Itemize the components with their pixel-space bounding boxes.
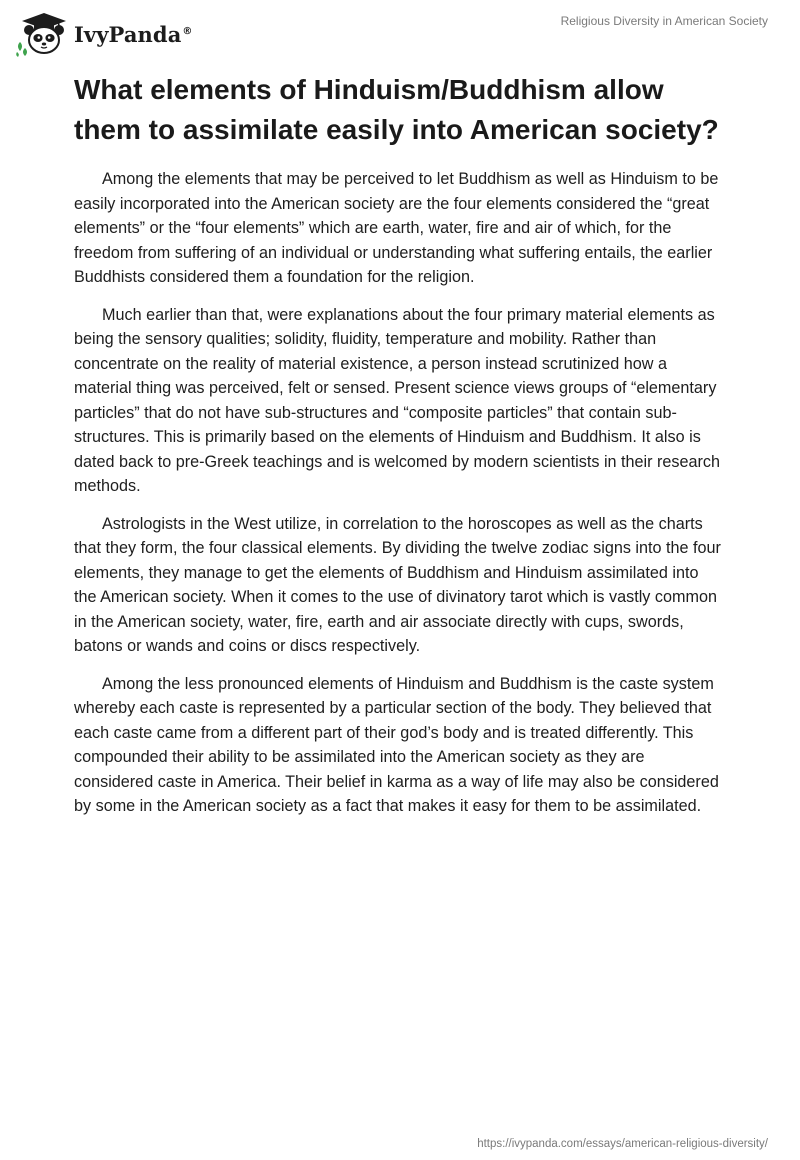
- document-title: Religious Diversity in American Society: [560, 14, 768, 28]
- source-url[interactable]: https://ivypanda.com/essays/american-religious-diversity/: [477, 1138, 768, 1150]
- brand-text: IvyPanda: [74, 21, 182, 47]
- panda-graduate-icon: [14, 8, 70, 58]
- ivypanda-logo[interactable]: [14, 8, 193, 58]
- registered-mark: ®: [182, 25, 193, 37]
- brand-name: [74, 22, 193, 47]
- article-heading: What elements of Hinduism/Buddhism allow them to assimilate easily into American society?: [74, 74, 719, 145]
- paragraph-4: Among the less pronounced elements of Hinduism and Buddhism is the caste system whereby each caste is represented by a particular section of the body. They believed that each caste came from a different part of their god’s body and is treated differently. This compounded their ability to be assimilated into the American society as they are considered caste in America. Their belief in karma as a way of life may also be considered by some in the American society as a fact that makes it easy for them to be assimilated.: [74, 674, 719, 815]
- article-body: [74, 70, 724, 832]
- page-header: [0, 0, 800, 60]
- paragraph-3: Astrologists in the West utilize, in correlation to the horoscopes as well as the charts that they form, the four classical elements. By dividing the twelve zodiac signs into the four elements, they manage to get the elements of Buddhism and Hinduism assimilated into the American society. When it comes to the use of divinatory tarot which is vastly common in the American society, water, fire, earth and air associate directly with cups, swords, batons or wands and coins or discs respectively.: [74, 514, 721, 655]
- paragraph-1: Among the elements that may be perceived to let Buddhism as well as Hinduism to be easily incorporated into the American society are the four elements considered the “great elements” or the “four elements” which are earth, water, fire and air of which, for the freedom from suffering of an individual or understanding what suffering entails, the earlier Buddhists considered them a foundation for the religion.: [74, 170, 719, 286]
- paragraph-2: Much earlier than that, were explanations about the four primary material elements as being the sensory qualities; solidity, fluidity, temperature and mobility. Rather than concentrate on the reality of material existence, a person instead scrutinized how a material thing was perceived, felt or sensed. Present science views groups of “elementary particles” that do not have sub-structures and “composite particles” that contain sub-structures. This is primarily based on the elements of Hinduism and Buddhism. It also is dated back to pre-Greek teachings and is welcomed by modern scientists in their research methods.: [74, 305, 721, 495]
